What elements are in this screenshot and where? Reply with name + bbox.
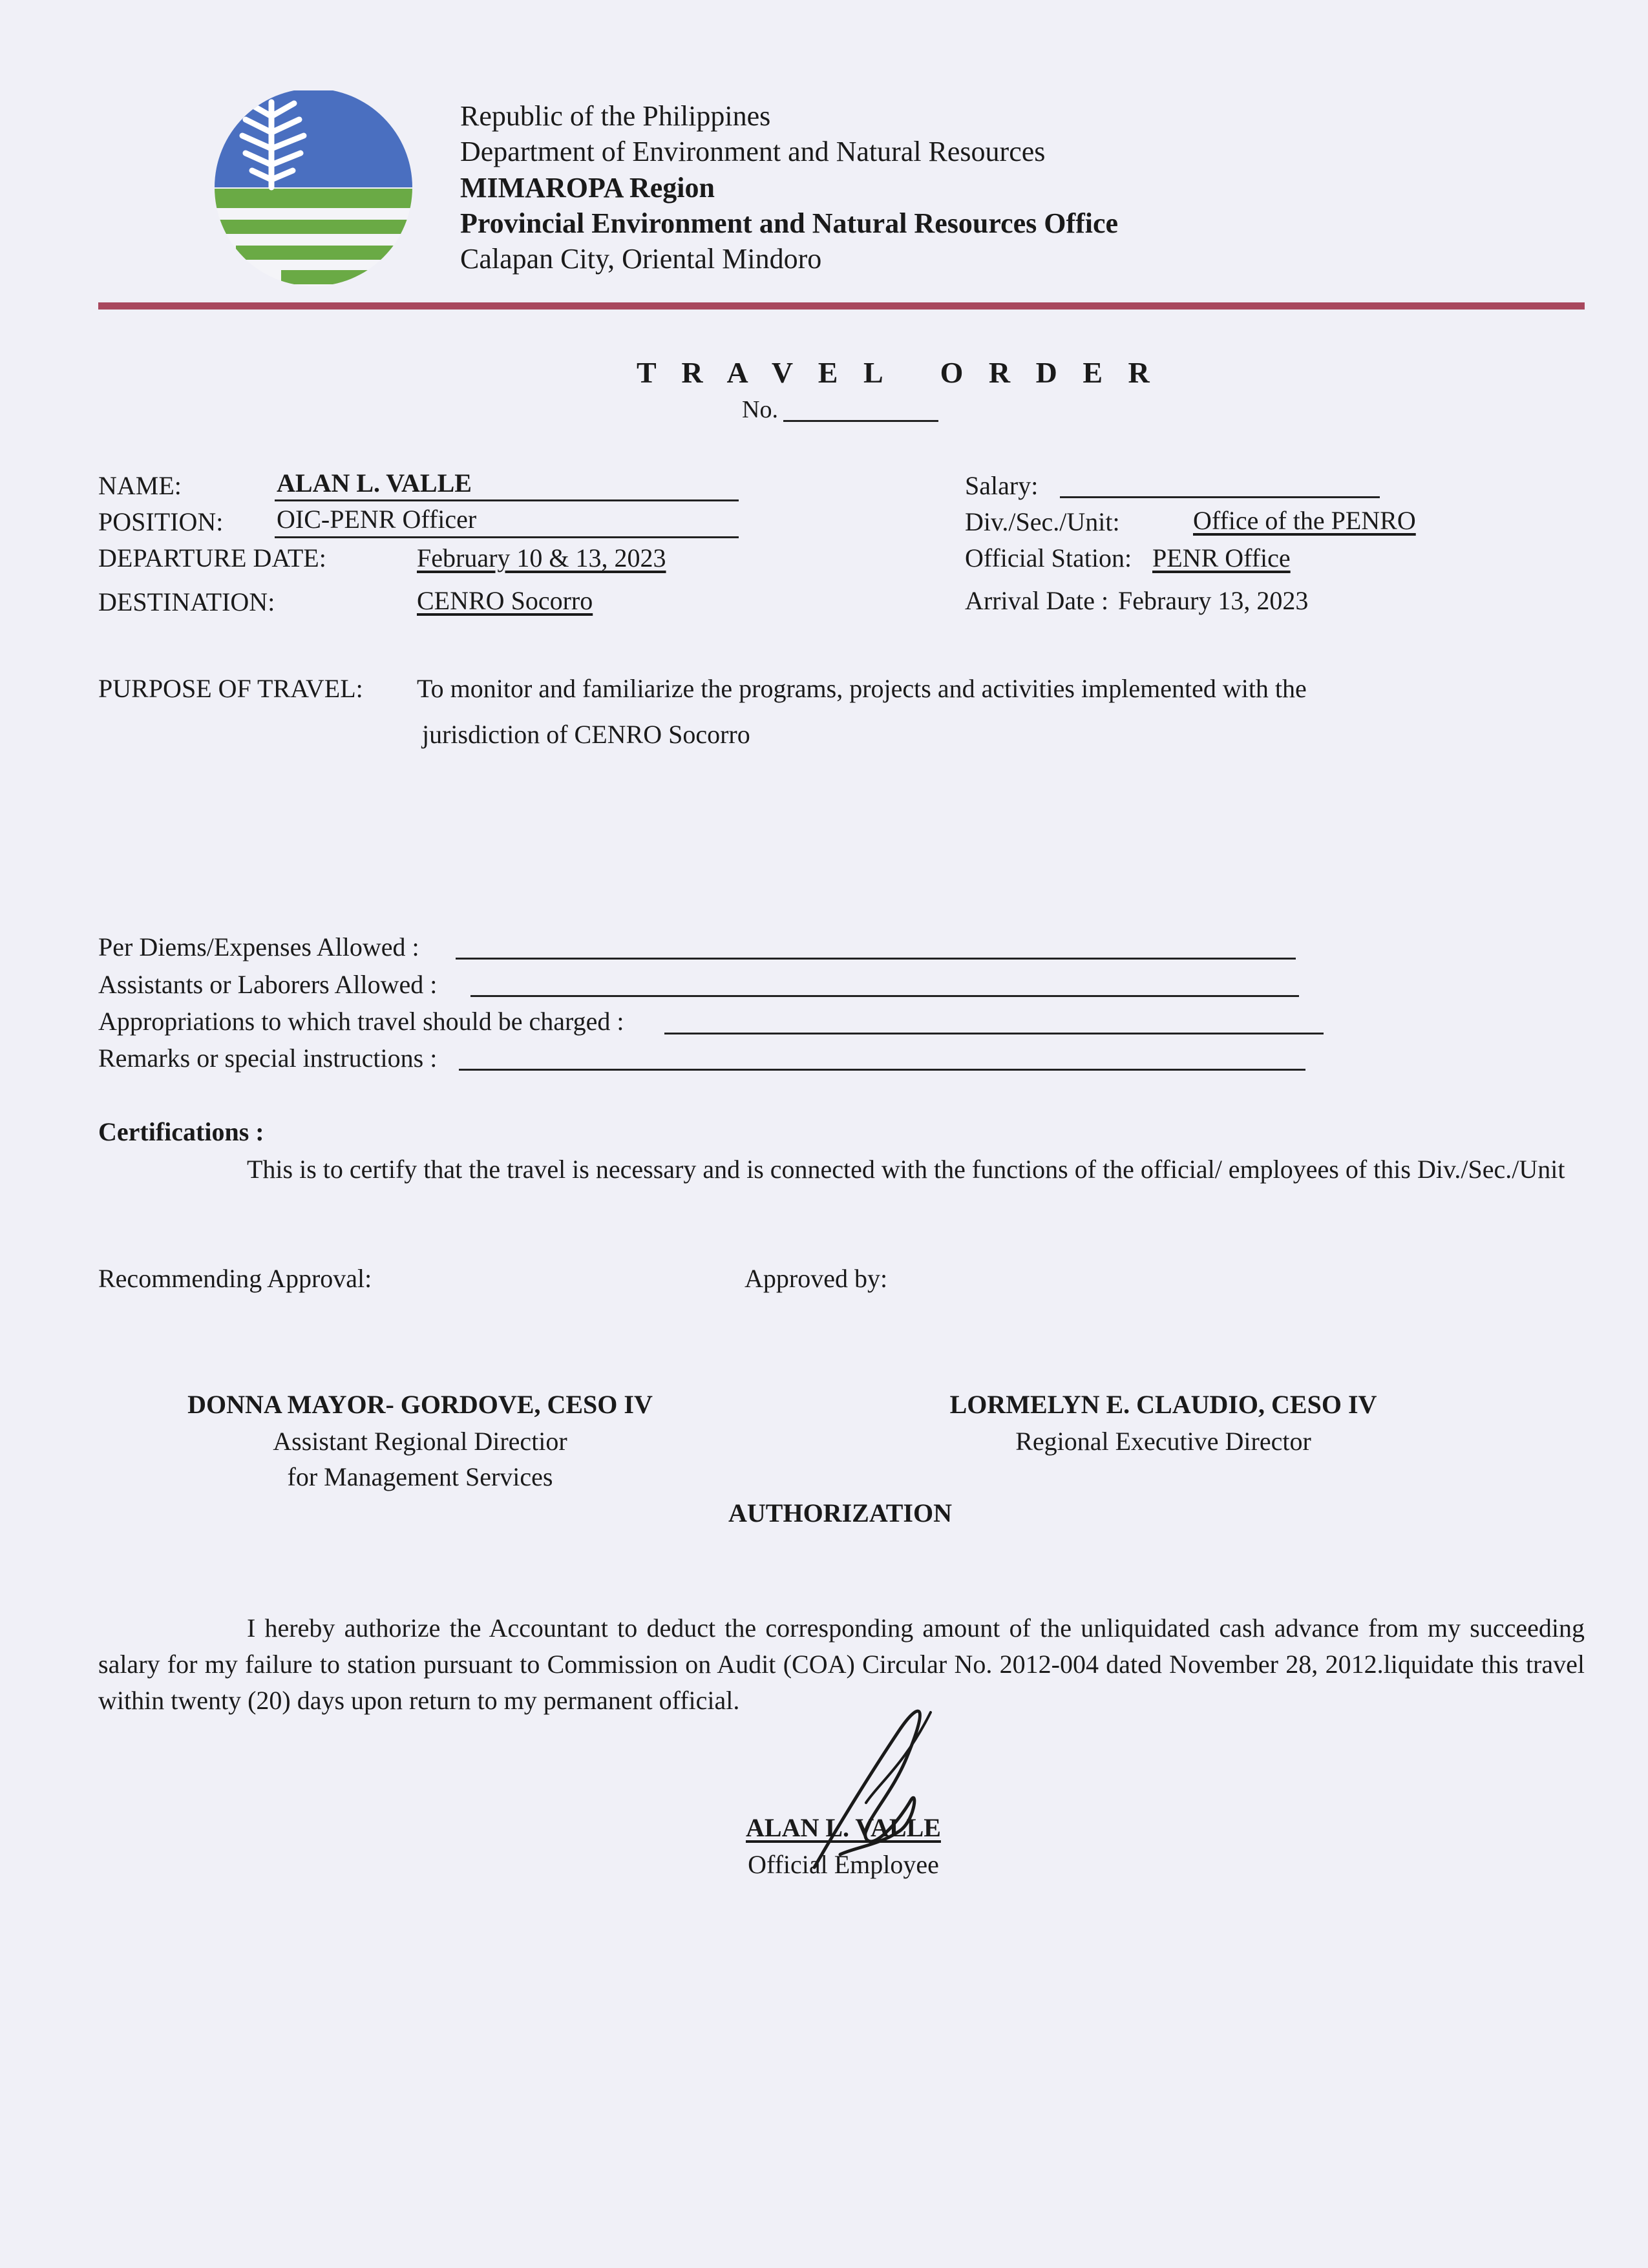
header-city: Calapan City, Oriental Mindoro: [460, 243, 822, 275]
station-value: PENR Office: [1152, 543, 1291, 572]
name-underline: [275, 499, 739, 501]
per-diems-label: Per Diems/Expenses Allowed :: [98, 932, 419, 961]
recommending-label: Recommending Approval:: [98, 1264, 372, 1293]
per-diems-blank: [456, 958, 1296, 960]
employee-name: ALAN L. VALLE: [746, 1813, 941, 1842]
salary-blank: [1060, 496, 1380, 498]
remarks-blank: [459, 1069, 1305, 1071]
recommender-title-2: for Management Services: [287, 1462, 553, 1491]
position-underline: [275, 536, 739, 538]
destination-label: DESTINATION:: [98, 587, 275, 616]
position-label: POSITION:: [98, 507, 224, 536]
name-value: ALAN L. VALLE: [277, 468, 472, 498]
authorization-text: I hereby authorize the Accountant to deduct the corresponding amount of the unliquidated cash advance from my succeeding salary for my failure to station pursuant to Commission on Audit (COA) Circular No. 2012-004 dated November 28, 2012.liquidate this travel within twenty (20) days upon return to my permanent official.: [98, 1613, 1585, 1715]
header-department: Department of Environment and Natural Resources: [460, 136, 1046, 167]
header-region: MIMAROPA Region: [460, 172, 715, 204]
employee-title: Official Employee: [748, 1850, 939, 1879]
number-blank: [783, 420, 938, 422]
denr-logo: [210, 90, 420, 288]
arrival-value: Febraury 13, 2023: [1118, 586, 1309, 615]
assistants-blank: [470, 995, 1299, 997]
assistants-label: Assistants or Laborers Allowed :: [98, 970, 438, 999]
certification-text: This is to certify that the travel is necessary and is connected with the functions of the official/ employees of this Div./Sec./Unit: [247, 1155, 1565, 1184]
arrival-label: Arrival Date :: [965, 586, 1109, 615]
number-label: No.: [742, 396, 778, 423]
departure-label: DEPARTURE DATE:: [98, 543, 326, 572]
remarks-label: Remarks or special instructions :: [98, 1044, 438, 1073]
appropriations-blank: [664, 1033, 1324, 1034]
document-title: T R A V E L O R D E R: [637, 356, 1159, 389]
approver-title: Regional Executive Director: [1015, 1427, 1311, 1456]
certifications-heading: Certifications :: [98, 1117, 264, 1146]
purpose-label: PURPOSE OF TRAVEL:: [98, 674, 363, 703]
position-value: OIC-PENR Officer: [277, 505, 477, 534]
div-value: Office of the PENRO: [1193, 506, 1416, 535]
salary-label: Salary:: [965, 471, 1039, 500]
header-office: Provincial Environment and Natural Resources Office: [460, 207, 1119, 239]
approver-name: LORMELYN E. CLAUDIO, CESO IV: [949, 1390, 1377, 1419]
approved-label: Approved by:: [745, 1264, 888, 1293]
purpose-line-2: jurisdiction of CENRO Socorro: [422, 720, 750, 749]
appropriations-label: Appropriations to which travel should be charged :: [98, 1007, 624, 1036]
authorization-heading: AUTHORIZATION: [728, 1498, 952, 1528]
div-label: Div./Sec./Unit:: [965, 507, 1120, 536]
destination-value: CENRO Socorro: [417, 586, 593, 615]
departure-value: February 10 & 13, 2023: [417, 543, 666, 572]
name-label: NAME:: [98, 471, 182, 500]
station-label: Official Station:: [965, 543, 1132, 572]
recommender-title-1: Assistant Regional Directior: [273, 1427, 567, 1456]
header-republic: Republic of the Philippines: [460, 100, 771, 132]
header-divider: [98, 302, 1585, 310]
recommender-name: DONNA MAYOR- GORDOVE, CESO IV: [187, 1390, 653, 1419]
purpose-line-1: To monitor and familiarize the programs, projects and activities implemented with the: [417, 674, 1307, 703]
